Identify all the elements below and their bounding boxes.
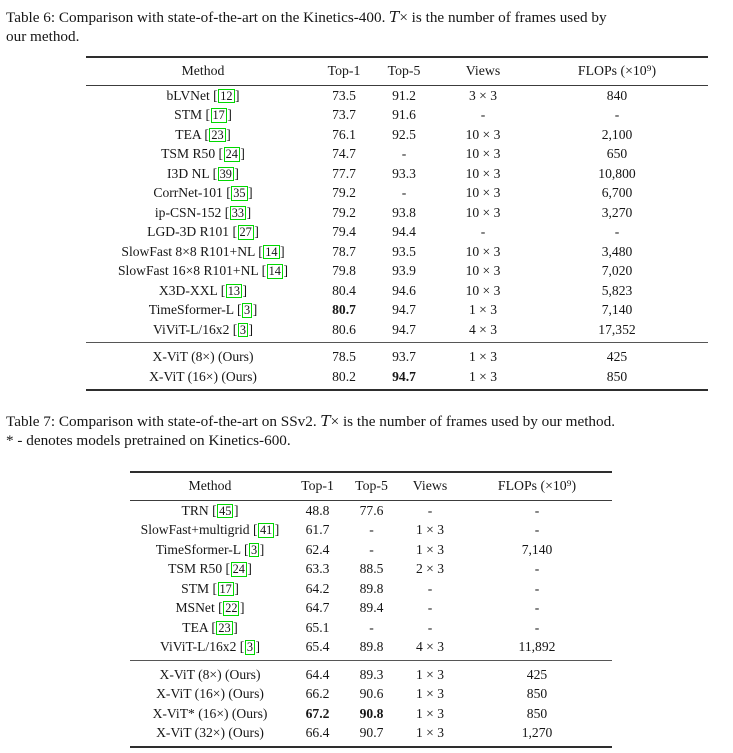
flops-cell: - <box>534 600 540 616</box>
views-cell: 1 × 3 <box>468 349 498 365</box>
column-header-flops: FLOPs (×10⁹) <box>497 478 577 494</box>
method-name: TimeSformer-L <box>148 302 234 318</box>
method-cell: TRN [ 45 ] <box>181 502 239 518</box>
header-row <box>130 472 612 501</box>
method-name: MSNet <box>175 600 215 616</box>
top5-cell: 90.6 <box>359 686 384 702</box>
citation-link[interactable]: 13 <box>227 283 241 298</box>
caption-text: Table 6: Comparison with state-of-the-art on the Kinetics-400. <box>6 9 390 26</box>
table7-header <box>130 472 612 501</box>
method-name: TSM R50 <box>161 146 216 162</box>
method-name: TSM R50 <box>168 561 223 577</box>
flops-cell: 17,352 <box>598 321 636 337</box>
method-cell: X3D-XXL [ 13 ] <box>158 282 248 298</box>
method-cell: bLVNet [ 12 ] <box>166 87 240 103</box>
top5-cell: 89.4 <box>359 600 384 616</box>
views-cell: 10 × 3 <box>465 263 501 279</box>
table-row <box>86 85 708 105</box>
views-cell: 10 × 3 <box>465 126 501 142</box>
method-name: STM <box>181 580 210 596</box>
top1-cell: 79.4 <box>332 224 356 240</box>
flops-cell: - <box>534 502 540 518</box>
top1-cell: 80.6 <box>332 321 356 337</box>
column-header-views: Views <box>465 63 501 79</box>
column-header-top1: Top-1 <box>327 63 361 79</box>
table-row <box>86 281 708 301</box>
flops-cell: - <box>614 107 620 123</box>
method-cell: TSM R50 [ 24 ] <box>161 146 245 162</box>
views-cell: 2 × 3 <box>415 561 445 577</box>
top1-cell: 64.4 <box>305 666 330 682</box>
top5-cell: - <box>401 146 407 162</box>
top5-cell: - <box>401 185 407 201</box>
flops-cell: 10,800 <box>598 165 636 181</box>
citation-link[interactable]: 41 <box>260 523 273 538</box>
caption-text: our method. <box>6 27 80 45</box>
top1-cell: 79.2 <box>332 204 356 220</box>
top5-cell: 91.6 <box>392 107 416 123</box>
flops-cell: 2,100 <box>601 126 633 142</box>
method-cell: TEA [ 23 ] <box>182 619 238 635</box>
method-cell <box>130 660 290 684</box>
method-cell: I3D NL [ 39 ] <box>167 165 239 181</box>
column-header-method: Method <box>181 63 225 79</box>
method-cell: TimeSformer-L [ 3 ] <box>148 302 258 318</box>
table6-body <box>86 85 708 343</box>
table-row <box>130 660 612 684</box>
method-cell: ViViT-L/16x2 [ 3 ] <box>152 321 254 337</box>
flops-cell: 1,270 <box>521 725 553 741</box>
views-cell: - <box>480 107 486 123</box>
citation-link[interactable]: 3 <box>244 303 251 318</box>
table-row <box>130 520 612 540</box>
table-row <box>86 320 708 343</box>
method-name: LGD-3D R101 <box>147 224 230 240</box>
citation-link[interactable]: 12 <box>220 88 233 103</box>
table-row <box>86 242 708 262</box>
column-header-top5: Top-5 <box>355 478 388 494</box>
citation-link[interactable]: 17 <box>212 108 225 123</box>
column-header-method: Method <box>188 478 232 494</box>
top1-cell: 66.2 <box>305 686 330 702</box>
top1-cell: 79.2 <box>332 185 356 201</box>
page <box>0 8 733 753</box>
method-name: X-ViT (16×) (Ours) <box>149 368 257 384</box>
column-header-top5: Top-5 <box>387 63 421 79</box>
views-cell: 10 × 3 <box>465 204 501 220</box>
method-cell <box>86 367 320 391</box>
top1-cell: 78.7 <box>332 243 356 259</box>
table-row <box>130 704 612 724</box>
table-row <box>86 164 708 184</box>
citation-link[interactable]: 23 <box>218 620 231 635</box>
table-row <box>86 343 708 367</box>
top5-cell: 91.2 <box>392 87 416 103</box>
top1-cell: 77.7 <box>332 165 356 181</box>
views-cell: - <box>427 600 433 616</box>
math-T-symbol: T <box>320 412 331 431</box>
top5-cell: 94.4 <box>392 224 416 240</box>
top1-cell: 62.4 <box>305 541 330 557</box>
views-cell: 1 × 3 <box>415 686 445 702</box>
top5-cell: 93.3 <box>392 165 416 181</box>
flops-cell: 3,270 <box>601 204 633 220</box>
top5-cell: - <box>369 522 374 538</box>
table6-caption <box>6 8 727 47</box>
top1-cell: 74.7 <box>332 146 356 162</box>
table-row <box>130 500 612 520</box>
top5-cell: 89.8 <box>359 639 384 655</box>
method-cell: TimeSformer-L [ 3 ] <box>155 541 265 557</box>
caption-text: × is the number of frames used by <box>399 9 607 26</box>
flops-cell: 6,700 <box>601 185 633 201</box>
table-row <box>130 559 612 579</box>
top1-cell: 78.5 <box>332 349 356 365</box>
citation-link[interactable]: 22 <box>225 601 238 616</box>
top5-cell: 77.6 <box>359 502 384 518</box>
method-name: ViViT-L/16x2 <box>159 639 237 655</box>
flops-cell: 7,020 <box>601 263 633 279</box>
views-cell: 1 × 3 <box>468 302 498 318</box>
column-header-views: Views <box>412 478 448 494</box>
flops-cell: 425 <box>606 349 628 365</box>
method-cell: CorrNet-101 [ 35 ] <box>153 185 253 201</box>
method-name: X-ViT* (16×) (Ours) <box>152 705 268 721</box>
top1-cell: 67.2 <box>305 705 330 721</box>
table-row <box>130 637 612 660</box>
citation-link[interactable]: 14 <box>268 264 281 279</box>
method-name: X-ViT (32×) (Ours) <box>156 725 264 741</box>
flops-cell: 3,480 <box>601 243 633 259</box>
method-name: TimeSformer-L <box>155 541 241 557</box>
column-header-flops: FLOPs (×10⁹) <box>577 63 657 79</box>
citation-link[interactable]: 23 <box>211 127 224 142</box>
citation-link[interactable]: 27 <box>239 225 252 240</box>
citation-link[interactable]: 3 <box>251 542 258 557</box>
method-cell: ViViT-L/16x2 [ 3 ] <box>159 639 261 655</box>
method-name: I3D NL <box>167 165 210 181</box>
top1-cell: 64.7 <box>305 600 330 616</box>
citation-link[interactable]: 35 <box>233 186 246 201</box>
top5-cell: - <box>369 541 374 557</box>
table-row <box>130 723 612 747</box>
top1-cell: 80.7 <box>332 302 356 318</box>
flops-cell: 11,892 <box>518 639 556 655</box>
views-cell: 4 × 3 <box>468 321 498 337</box>
method-name: bLVNet <box>166 87 210 103</box>
method-cell: LGD-3D R101 [ 27 ] <box>147 224 259 240</box>
top5-cell: 92.5 <box>392 126 416 142</box>
top5-cell: 88.5 <box>359 561 384 577</box>
top1-cell: 65.1 <box>305 619 330 635</box>
top1-cell: 65.4 <box>305 639 330 655</box>
flops-cell: 7,140 <box>601 302 633 318</box>
method-cell <box>130 704 290 724</box>
citation-link[interactable]: 45 <box>219 503 232 518</box>
table7-body <box>130 500 612 660</box>
method-cell: STM [ 17 ] <box>174 107 232 123</box>
table-row <box>130 540 612 560</box>
top5-cell: 90.8 <box>359 705 384 721</box>
views-cell: 10 × 3 <box>465 146 501 162</box>
table-row <box>86 125 708 145</box>
views-cell: - <box>427 502 433 518</box>
citation-link[interactable]: 17 <box>219 581 232 596</box>
caption-text: × is the number of frames used by our method. <box>330 413 616 431</box>
table6-kinetics400 <box>86 56 708 392</box>
method-name: TRN <box>181 502 209 518</box>
top5-cell: 94.7 <box>392 302 416 318</box>
table-row <box>86 105 708 125</box>
top1-cell: 61.7 <box>305 522 330 538</box>
flops-cell: - <box>534 522 540 538</box>
table7-container <box>130 471 612 748</box>
views-cell: - <box>480 224 486 240</box>
citation-link[interactable]: 14 <box>265 244 278 259</box>
method-name: STM <box>174 107 203 123</box>
method-name: X-ViT (8×) (Ours) <box>159 666 261 682</box>
table6-header <box>86 57 708 86</box>
table-row <box>86 144 708 164</box>
flops-cell: - <box>534 580 540 596</box>
top1-cell: 66.4 <box>305 725 330 741</box>
citation-link[interactable]: 39 <box>219 166 232 181</box>
method-cell: TSM R50 [ 24 ] <box>168 561 252 577</box>
top5-cell: - <box>369 619 374 635</box>
top5-cell: 94.7 <box>392 368 416 384</box>
views-cell: 10 × 3 <box>465 165 501 181</box>
method-name: ip-CSN-152 <box>154 204 222 220</box>
top5-cell: 94.6 <box>392 282 416 298</box>
views-cell: - <box>427 580 433 596</box>
method-cell <box>86 343 320 367</box>
top5-cell: 93.8 <box>392 204 416 220</box>
table-row <box>86 203 708 223</box>
citation-link[interactable]: 3 <box>239 322 246 337</box>
views-cell: 1 × 3 <box>415 541 445 557</box>
table7-ours-body <box>130 660 612 747</box>
flops-cell: 425 <box>526 666 548 682</box>
method-cell: ip-CSN-152 [ 33 ] <box>154 204 252 220</box>
flops-cell: 850 <box>606 368 628 384</box>
flops-cell: - <box>534 619 540 635</box>
method-name: X3D-XXL <box>158 282 218 298</box>
table-row <box>86 222 708 242</box>
views-cell: 10 × 3 <box>465 243 501 259</box>
citation-link[interactable]: 24 <box>232 562 245 577</box>
table-row <box>86 261 708 281</box>
method-name: ViViT-L/16x2 <box>152 321 230 337</box>
top5-cell: 93.5 <box>392 243 416 259</box>
method-cell: SlowFast+multigrid [ 41 ] <box>140 522 280 538</box>
method-name: SlowFast+multigrid <box>140 522 250 538</box>
header-row <box>86 57 708 86</box>
views-cell: - <box>427 619 433 635</box>
table7-caption <box>6 412 727 451</box>
views-cell: 1 × 3 <box>415 522 445 538</box>
table-row <box>130 598 612 618</box>
math-T-symbol: T <box>389 8 400 26</box>
top5-cell: 89.8 <box>359 580 384 596</box>
top5-cell: 94.7 <box>392 321 416 337</box>
flops-cell: - <box>534 561 540 577</box>
top1-cell: 48.8 <box>305 502 330 518</box>
table6-container <box>86 56 708 392</box>
flops-cell: - <box>614 224 620 240</box>
table6-ours-body <box>86 343 708 391</box>
views-cell: 1 × 3 <box>415 725 445 741</box>
top1-cell: 64.2 <box>305 580 330 596</box>
method-name: SlowFast 16×8 R101+NL <box>118 263 259 279</box>
flops-cell: 850 <box>526 705 548 721</box>
method-name: TEA <box>182 619 208 635</box>
caption-text: * - denotes models pretrained on Kinetics-600. <box>6 432 291 450</box>
views-cell: 1 × 3 <box>415 705 445 721</box>
top1-cell: 80.4 <box>332 282 356 298</box>
views-cell: 1 × 3 <box>415 666 445 682</box>
top5-cell: 89.3 <box>359 666 384 682</box>
views-cell: 1 × 3 <box>468 368 498 384</box>
table7-ssv2 <box>130 471 612 748</box>
table-row <box>130 684 612 704</box>
method-name: X-ViT (8×) (Ours) <box>152 349 254 365</box>
method-cell: MSNet [ 22 ] <box>175 600 245 616</box>
citation-link[interactable]: 33 <box>231 205 245 220</box>
method-name: TEA <box>175 126 201 142</box>
top1-cell: 73.5 <box>332 87 356 103</box>
method-name: CorrNet-101 <box>153 185 223 201</box>
flops-cell: 5,823 <box>601 282 633 298</box>
views-cell: 4 × 3 <box>415 639 445 655</box>
method-cell <box>130 684 290 704</box>
method-name: SlowFast 8×8 R101+NL <box>121 243 255 259</box>
top1-cell: 80.2 <box>332 368 356 384</box>
table-row <box>86 367 708 391</box>
top5-cell: 93.7 <box>392 349 416 365</box>
caption-text: Table 7: Comparison with state-of-the-art on SSv2. <box>6 413 321 431</box>
top1-cell: 79.8 <box>332 263 356 279</box>
method-cell <box>130 723 290 747</box>
citation-link[interactable]: 3 <box>246 640 253 655</box>
flops-cell: 850 <box>526 686 548 702</box>
flops-cell: 840 <box>606 87 628 103</box>
top1-cell: 63.3 <box>305 561 330 577</box>
table-row <box>86 183 708 203</box>
top1-cell: 73.7 <box>332 107 356 123</box>
method-cell: STM [ 17 ] <box>181 580 239 596</box>
top5-cell: 90.7 <box>359 725 384 741</box>
method-cell: TEA [ 23 ] <box>175 126 231 142</box>
views-cell: 3 × 3 <box>468 87 498 103</box>
method-name: X-ViT (16×) (Ours) <box>156 686 264 702</box>
table-row <box>130 579 612 599</box>
views-cell: 10 × 3 <box>465 282 501 298</box>
table-row <box>86 300 708 320</box>
flops-cell: 7,140 <box>521 541 553 557</box>
top1-cell: 76.1 <box>332 126 356 142</box>
column-header-top1: Top-1 <box>301 478 334 494</box>
method-cell: SlowFast 8×8 R101+NL [ 14 ] <box>121 243 285 259</box>
top5-cell: 93.9 <box>392 263 416 279</box>
method-cell: SlowFast 16×8 R101+NL [ 14 ] <box>118 263 288 279</box>
citation-link[interactable]: 24 <box>225 147 238 162</box>
views-cell: 10 × 3 <box>465 185 501 201</box>
table-row <box>130 618 612 638</box>
flops-cell: 650 <box>606 146 628 162</box>
